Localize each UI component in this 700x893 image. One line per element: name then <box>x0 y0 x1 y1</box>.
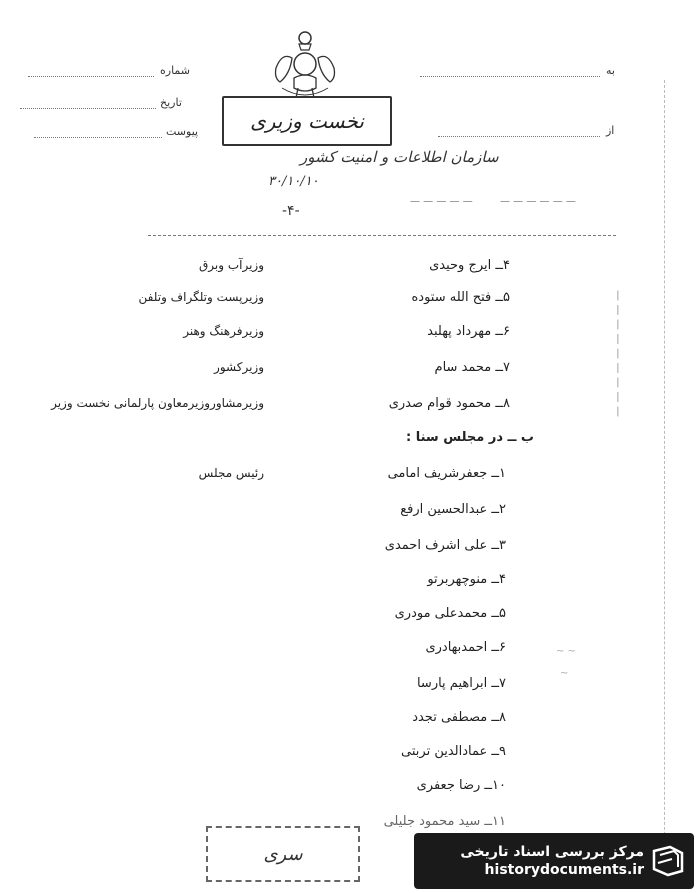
from-dotline <box>438 136 600 137</box>
reference-number: ۳۰/۱۰/۱۰ <box>268 174 319 189</box>
office-stamp: نخست وزیری <box>222 96 392 146</box>
list-item: ۱۰ــ رضا جعفری <box>416 778 506 793</box>
senate-heading: ب ــ در مجلس سنا : <box>405 430 534 445</box>
lion-and-sun-emblem-icon <box>262 28 348 100</box>
list-item: ۶ــ مهرداد پهلبد <box>427 324 510 339</box>
list-item: ۷ــ ابراهیم پارسا <box>416 676 506 691</box>
list-item-role: وزیرآب وبرق <box>198 258 264 272</box>
agency-heading: سازمان اطلاعات و امنیت کشور <box>300 148 499 166</box>
margin-handwritten-note: — — — — — — — — — <box>612 290 625 417</box>
list-item-role: وزیرپست وتلگراف وتلفن <box>138 290 264 304</box>
archive-logo-icon <box>650 843 686 879</box>
from-prefix: از <box>606 124 615 137</box>
to-prefix: به <box>606 64 615 77</box>
date-dotline <box>20 108 156 109</box>
separator-rule <box>148 235 616 236</box>
number-label: شماره <box>160 64 191 77</box>
watermark-url-text: historydocuments.ir <box>484 862 644 878</box>
page-edge-line <box>664 80 665 880</box>
attachment-label: پیوست <box>166 125 199 138</box>
handwritten-note-right: — — — — — — <box>500 196 576 207</box>
number-dotline <box>28 76 154 77</box>
handwritten-note-left: — — — — — <box>410 196 473 207</box>
watermark-banner <box>414 833 694 889</box>
page-marker: -۴- <box>282 203 300 219</box>
attachment-dotline <box>34 137 162 138</box>
list-item-role: وزیرمشاوروزیرمعاون پارلمانی نخست وزیر <box>51 396 264 410</box>
watermark-persian-text: مرکز بررسی اسناد تاریخی <box>460 844 644 860</box>
list-item-role: وزیرکشور <box>214 360 264 374</box>
list-item-role: رئیس مجلس <box>198 466 264 480</box>
ink-smudge: ~ <box>560 668 569 679</box>
date-label: تاریخ <box>160 96 182 109</box>
classification-stamp: سری <box>206 826 360 882</box>
list-item: ۴ــ منوچهربرتو <box>427 572 506 587</box>
list-item: ۹ــ عمادالدین تربتی <box>401 744 506 759</box>
ink-smudge: ~ ~ <box>556 646 576 657</box>
list-item: ۷ــ محمد سام <box>434 360 510 375</box>
list-item: ۶ــ احمدبهادری <box>425 640 506 655</box>
list-item: ۵ــ فتح الله ستوده <box>411 290 510 305</box>
list-item: ۲ــ عبدالحسین ارفع <box>400 502 506 517</box>
list-item-role: وزیرفرهنگ وهنر <box>183 324 264 338</box>
list-item: ۸ــ محمود قوام صدری <box>388 396 510 411</box>
to-dotline <box>420 76 600 77</box>
list-item: ۱ــ جعفرشریف امامی <box>387 466 506 481</box>
list-item-partial: ۱۱ــ سید محمود جلیلی <box>383 814 506 829</box>
list-item: ۸ــ مصطفی تجدد <box>412 710 506 725</box>
list-item: ۴ــ ایرج وحیدی <box>429 258 510 273</box>
list-item: ۳ــ علی اشرف احمدی <box>384 538 506 553</box>
list-item: ۵ــ محمدعلی مودری <box>394 606 506 621</box>
